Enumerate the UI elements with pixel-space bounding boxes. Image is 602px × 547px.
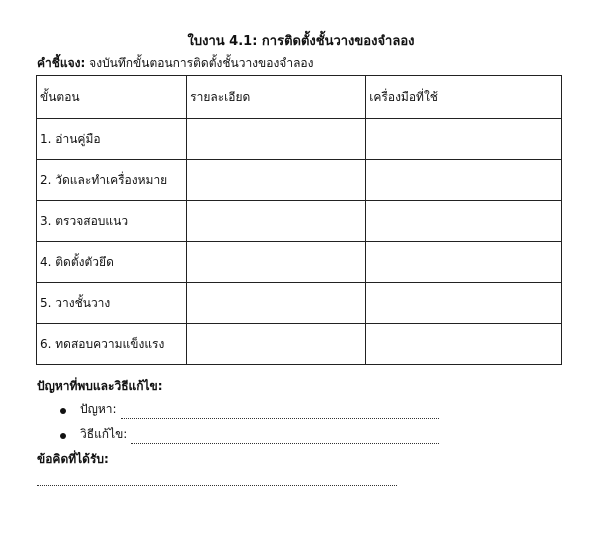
header-detail: รายละเอียด	[187, 76, 366, 119]
instruction-text: จงบันทึกขั้นตอนการติดตั้งชั้นวางของจำลอง	[89, 56, 314, 70]
tools-cell[interactable]	[366, 242, 562, 283]
worksheet-title: ใบงาน 4.1: การติดตั้งชั้นวางของจำลอง	[187, 34, 415, 49]
step-cell: 4. ติดตั้งตัวยึด	[37, 242, 187, 283]
detail-cell[interactable]	[187, 242, 366, 283]
table-header-row	[37, 76, 562, 119]
detail-cell[interactable]	[187, 201, 366, 242]
step-cell: 1. อ่านคู่มือ	[37, 119, 187, 160]
header-step: ขั้นตอน	[37, 76, 187, 119]
insights-heading: ข้อคิดที่ได้รับ:	[37, 452, 109, 466]
table-row	[37, 324, 562, 365]
solution-item	[60, 425, 439, 444]
bullet-icon	[60, 433, 66, 439]
detail-cell[interactable]	[187, 324, 366, 365]
step-cell: 3. ตรวจสอบแนว	[37, 201, 187, 242]
header-tools: เครื่องมือที่ใช้	[366, 76, 562, 119]
steps-table	[36, 75, 562, 365]
problem-label: ปัญหา:	[80, 402, 117, 416]
step-cell: 5. วางชั้นวาง	[37, 283, 187, 324]
instruction-label: คำชี้แจง:	[37, 56, 86, 70]
solution-answer-line[interactable]	[131, 433, 439, 444]
table-row	[37, 283, 562, 324]
step-cell: 6. ทดสอบความแข็งแรง	[37, 324, 187, 365]
problem-item	[60, 400, 439, 419]
problems-heading: ปัญหาที่พบและวิธีแก้ไข:	[37, 379, 163, 393]
detail-cell[interactable]	[187, 283, 366, 324]
problem-answer-line[interactable]	[121, 408, 439, 419]
insights-answer-line[interactable]	[37, 477, 397, 486]
table-row	[37, 242, 562, 283]
table-row	[37, 201, 562, 242]
step-cell: 2. วัดและทำเครื่องหมาย	[37, 160, 187, 201]
tools-cell[interactable]	[366, 119, 562, 160]
tools-cell[interactable]	[366, 201, 562, 242]
table-row	[37, 119, 562, 160]
table-row	[37, 160, 562, 201]
tools-cell[interactable]	[366, 160, 562, 201]
tools-cell[interactable]	[366, 324, 562, 365]
detail-cell[interactable]	[187, 160, 366, 201]
solution-label: วิธีแก้ไข:	[80, 427, 128, 441]
bullet-icon	[60, 408, 66, 414]
tools-cell[interactable]	[366, 283, 562, 324]
instruction	[37, 54, 314, 73]
detail-cell[interactable]	[187, 119, 366, 160]
